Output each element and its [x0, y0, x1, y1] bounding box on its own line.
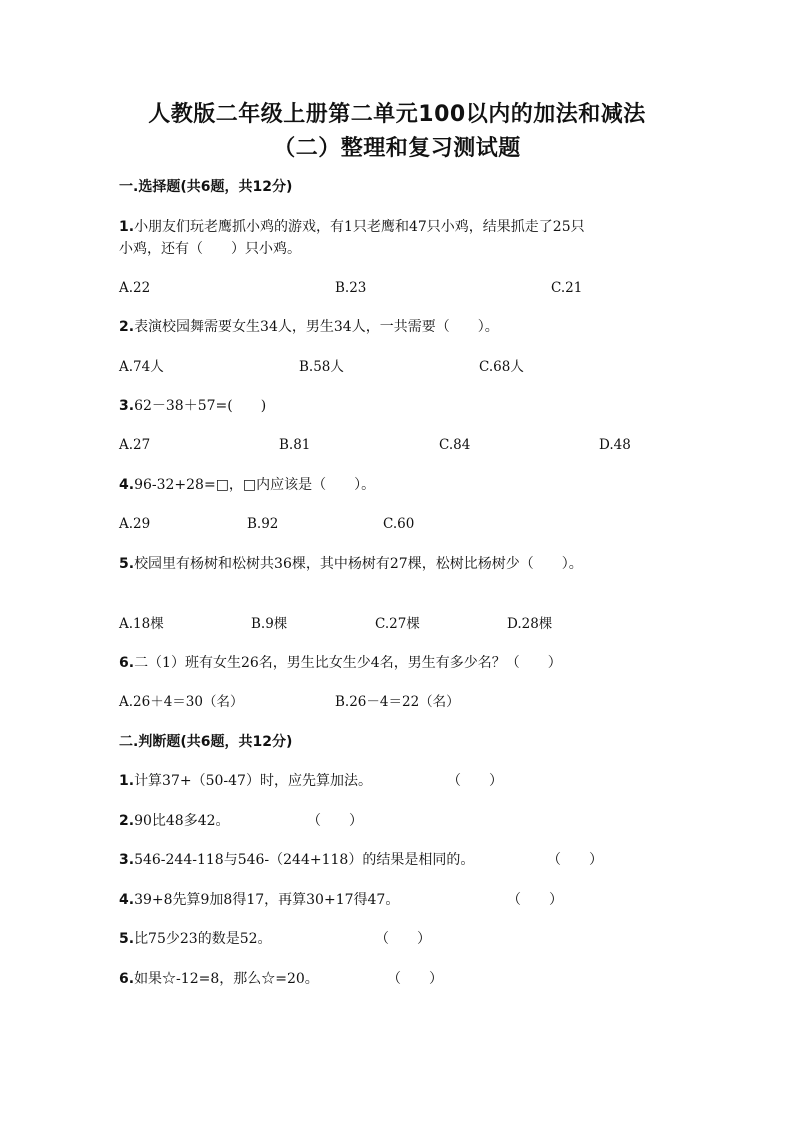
question-text: 小朋友们玩老鹰抓小鸡的游戏，有1只老鹰和47只小鸡，结果抓走了25只	[134, 219, 585, 235]
option-c[interactable]: C.68人	[479, 359, 524, 375]
question-number: 2.	[119, 813, 135, 829]
option-b[interactable]: B.81	[279, 437, 311, 453]
question-text: 二（1）班有女生26名，男生比女生少4名，男生有多少名？（ ）	[134, 655, 562, 671]
option-d[interactable]: D.28棵	[507, 616, 553, 632]
question-text: 计算37+（50-47）时，应先算加法。	[134, 773, 372, 789]
judgement-question	[119, 850, 474, 870]
question	[119, 653, 562, 673]
option-a[interactable]: A.27	[119, 437, 151, 453]
question-text: 62－38＋57=( )	[134, 398, 267, 414]
option-c[interactable]: C.60	[383, 516, 415, 532]
judgement-question	[119, 771, 372, 791]
answer-blank[interactable]: （ ）	[447, 773, 503, 789]
question-number: 4.	[119, 892, 135, 908]
question-number: 1.	[119, 773, 135, 789]
option-b[interactable]: B.92	[247, 516, 279, 532]
judgement-question	[119, 890, 399, 910]
answer-blank[interactable]: （ ）	[387, 971, 443, 987]
option-b[interactable]: B.26－4＝22（名）	[335, 694, 460, 710]
section-heading-choice: 一.选择题(共6题，共12分)	[119, 179, 293, 195]
section-heading-judgement: 二.判断题(共6题，共12分)	[119, 734, 293, 750]
option-a[interactable]: A.18棵	[119, 616, 164, 632]
question	[119, 317, 499, 337]
option-c[interactable]: C.21	[551, 280, 583, 296]
question-number: 6.	[119, 971, 135, 987]
question-text: 39+8先算9加8得17，再算30+17得47。	[134, 892, 400, 908]
option-c[interactable]: C.27棵	[375, 616, 420, 632]
option-c[interactable]: C.84	[439, 437, 471, 453]
question-text: 表演校园舞需要女生34人，男生34人，一共需要（ ）。	[134, 319, 499, 335]
answer-blank[interactable]: （ ）	[375, 931, 431, 947]
option-a[interactable]: A.26＋4＝30（名）	[119, 694, 244, 710]
judgement-question	[119, 811, 230, 831]
question-text: 546-244-118与546-（244+118）的结果是相同的。	[134, 852, 475, 868]
judgement-question	[119, 969, 319, 989]
question-number: 1.	[119, 219, 135, 235]
answer-blank[interactable]: （ ）	[547, 852, 603, 868]
question-text: 90比48多42。	[134, 813, 230, 829]
question-number: 5.	[119, 931, 135, 947]
question-number: 2.	[119, 319, 135, 335]
answer-blank[interactable]: （ ）	[307, 813, 363, 829]
question	[119, 475, 375, 495]
option-a[interactable]: A.74人	[119, 359, 164, 375]
option-d[interactable]: D.48	[599, 437, 631, 453]
question-text: 如果☆-12=8，那么☆=20。	[134, 971, 319, 987]
question-number: 3.	[119, 398, 135, 414]
option-a[interactable]: A.29	[119, 516, 151, 532]
question-number: 4.	[119, 477, 135, 493]
option-b[interactable]: B.9棵	[251, 616, 288, 632]
question	[119, 554, 583, 574]
question	[119, 217, 585, 237]
question-number: 5.	[119, 556, 135, 572]
judgement-question	[119, 929, 272, 949]
option-a[interactable]: A.22	[119, 280, 151, 296]
question	[119, 396, 266, 416]
page-title-line-2: （二）整理和复习测试题	[273, 136, 521, 161]
page-title-line-1: 人教版二年级上册第二单元100以内的加法和减法	[148, 102, 646, 127]
answer-blank[interactable]: （ ）	[507, 892, 563, 908]
question-text: 校园里有杨树和松树共36棵，其中杨树有27棵，松树比杨树少（ ）。	[134, 556, 583, 572]
question-number: 3.	[119, 852, 135, 868]
option-b[interactable]: B.23	[335, 280, 367, 296]
option-b[interactable]: B.58人	[299, 359, 344, 375]
question-number: 6.	[119, 655, 135, 671]
question-text: 比75少23的数是52。	[134, 931, 272, 947]
question-text: 96-32+28=□，□内应该是（ ）。	[134, 477, 376, 493]
question-text-continued: 小鸡，还有（ ）只小鸡。	[119, 241, 301, 257]
